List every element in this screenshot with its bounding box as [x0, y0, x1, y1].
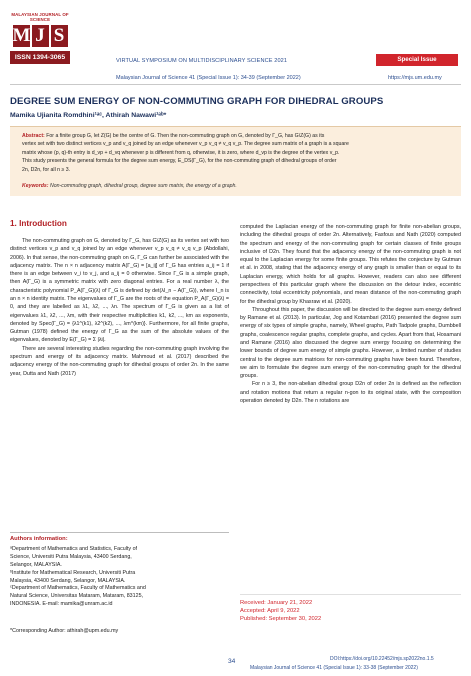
abstract-line-4: This study presents the general formula for the degree sum energy, E_DS(Γ_G), for the non-commuting graph of dihedral groups of order [22, 158, 337, 165]
header-divider [10, 84, 461, 85]
date-received: Received: January 21, 2022 [240, 600, 313, 606]
logo-letter-j: J [32, 25, 49, 47]
abstract-label: Abstract: [22, 133, 45, 139]
page-number: 34 [228, 658, 236, 665]
keywords-label: Keywords: [22, 183, 49, 189]
page-header [0, 0, 471, 92]
issn-label: ISSN 1394-3065 [10, 51, 70, 64]
affiliation-line-2: Science, Universiti Putra Malaysia, 43400 Serdang, [10, 553, 132, 560]
affiliation-line-3: Selangor, MALAYSIA. [10, 561, 62, 568]
section-heading-introduction: 1. Introduction [10, 219, 67, 228]
publication-dates [240, 594, 461, 630]
logo-journal-name: MALAYSIAN JOURNAL OF SCIENCE [11, 12, 69, 22]
author-affiliations [10, 536, 229, 609]
doi-link[interactable]: DOI:https://doi.org/10.22452/mjs.sp2022no.1.5 [330, 656, 434, 662]
keywords [22, 183, 237, 189]
right-paragraph-2: Throughout this paper, the discussion will be directed to the degree sum energy defined by Ramane et al. (2013). In particular, Jog and Kotambari (2016) presented the degree sum energy of six types of simple graphs, namely, Wheel graphs, Path Tadpole graphs, Dumbbell graphs, coalescence regular graphs, complete graphs, and cycles. Apart from that, Hosamani and Ramane (2016) also discussed the degree sum energy focusing on determining the lower bounds of degree sum energy of simple graphs. However, a limited number of studies central to the degree sum matrices for non-commuting graphs have been found. Therefore, we aim to formulate the degree sum energy of the non-commuting graph for the dihedral groups. [240, 306, 461, 380]
keywords-text: Non-commuting graph, dihedral group, degree sum matrix, the energy of a graph. [49, 183, 237, 189]
abstract-line-5: 2n, D2n, for all n ≥ 3. [22, 166, 71, 173]
right-paragraph-1: computed the Laplacian energy of the non-commuting graph for finite non-abelian groups, including the dihedral groups of order 2n. Alternatively, Fasfous and Nath (2020) computed the spectrum and energy of the non-commuting graph for certain classes of finite groups inclusive of D2n. They found that the adjacency energy of the non-commuting graph is not equal to the Laplacian energy for some finite groups. This refutes the conjecture by Gutman et al. in 2008, stating that the adjacency energy of any graph is smaller than or equal to its Laplacian energy, which holds for all graphs. However, readers can also see different perspectives of this particular graph where the discussion on the detour index, eccentric connectivity, total eccentricity polynomials, and mean distance of the non-commuting graph for the dihedral group by Khasraw et al. (2020). [240, 224, 461, 305]
journal-logo [10, 12, 70, 72]
abstract-line-3: matrix whose (p, q)-th entry is d_vp + d_vq whenever p is different from q, otherwise, it is zero, where d_vp is the degree of the vertex v_p. [22, 149, 340, 156]
left-paragraph-1: The non-commuting graph on G, denoted by Γ_G, has G\Z(G) as its vertex set with two distinct vertices v_p and v_q joined by an edge whenever v_p v_q ≠ v_q v_p (Abdollahi, 2006). In that sense, the non-commuting graph on G, Γ_G can further be associated with the adjacency matrix. The n × n adjacency matrix A(Γ_G) = [a_ij] of Γ_G has entries a_ij = 1 if there is an edge between v_i to v_j, and a_ij = 0 otherwise. Since Γ_G is a simple graph, then A(Γ_G) is a symmetric matrix with zero diagonal entries. For a real number λ, the characteristic polynomial P_A(Γ_G)(λ) of Γ_G is defined by det(λI_n − A(Γ_G)), where I_n is an n × n identity matrix. The eigenvalues of Γ_G are the roots of the equation P_A(Γ_G)(λ) = 0, and they are labelled as λ1, λ2, ..., λn. The spectrum of Γ_G is given as a list of eigenvalues λ1, λ2, ..., λm, with their respective multiplicities k1, k2, ..., km as exponents, denoted by Spec(Γ_G) = {λ1^(k1), λ2^(k2), ..., λm^(km)}. Furthermore, for all finite graphs, Gutman (1978) defined the energy of Γ_G as the sum of the absolute values of the eigenvalues, denoted by E(Γ_G) = Σ |λi|. [10, 238, 229, 344]
symposium-title: VIRTUAL SYMPOSIUM ON MULTIDISCIPLINARY SCIENCE 2021 [116, 58, 288, 64]
affiliation-line-6: ᶜDepartment of Mathematics, Faculty of Mathematics and [10, 585, 146, 592]
paper-title: DEGREE SUM ENERGY OF NON-COMMUTING GRAPH FOR DIHEDRAL GROUPS [10, 96, 384, 107]
affiliation-line-5: Malaysia, 43400 Serdang, Selangor, MALAYSIA. [10, 577, 126, 584]
paper-authors: Mamika Ujianita Romdhini¹ᵃᶜ, Athirah Nawawi¹ᵃᵇ* [10, 112, 167, 119]
corresponding-author: *Corresponding Author: athirah@upm.edu.my [10, 628, 119, 634]
affiliations-divider [10, 532, 229, 533]
affiliation-line-4: ᵇInstitute for Mathematical Research, Universiti Putra [10, 569, 136, 576]
abstract-text [22, 132, 453, 174]
date-published: Published: September 30, 2022 [240, 616, 322, 623]
journal-citation: Malaysian Journal of Science 41 (Special Issue 1): 34-39 (September 2022) [116, 75, 301, 81]
date-accepted: Accepted: April 9, 2022 [240, 608, 300, 615]
affiliations-title: Authors information: [10, 536, 68, 542]
special-issue-badge: Special Issue [376, 54, 458, 66]
logo-letter-s: S [51, 25, 68, 47]
journal-url-link[interactable]: https://mjs.um.edu.my [388, 75, 442, 81]
abstract-line-1: For a finite group G, let Z(G) be the centre of G. Then the non-commuting graph on G, denoted by Γ_G, has G\Z(G) as its [46, 133, 325, 139]
affiliation-line-1: ᵃDepartment of Mathematics and Statistics, Faculty of [10, 545, 138, 552]
left-paragraph-2: There are several interesting studies regarding the non-commuting graph involving the spectrum and energy of its adjacency matrix. Mahmoud et al. (2017) described the adjacency energy of the non-commuting graph for dihedral groups of order 2n. In the same year, Dutta and Nath (2017) [10, 345, 229, 377]
logo-letters [10, 25, 70, 47]
affiliation-line-7: Natural Science, Universitas Mataram, Mataram, 83125, [10, 593, 144, 600]
footer-journal-citation: Malaysian Journal of Science 41 (Special Issue 1): 33-38 (September 2022) [250, 665, 418, 671]
logo-letter-m: M [12, 25, 31, 46]
right-paragraph-3: For n ≥ 3, the non-abelian dihedral group D2n of order 2n is defined as the reflection and rotation motions that return a regular n-gon to its original state, with the composition operation denoted by D2n. The n rotations are [240, 381, 461, 404]
abstract-line-2: vertex set with two distinct vertices v_p and v_q joined by an edge whenever v_p v_q ≠ v_q v_p. The degree sum matrix of a graph is a square [22, 141, 349, 148]
right-column [240, 223, 461, 638]
left-column [10, 237, 229, 522]
affiliation-line-8: INDONESIA. E-mail: mamika@unram.ac.id [10, 601, 113, 608]
